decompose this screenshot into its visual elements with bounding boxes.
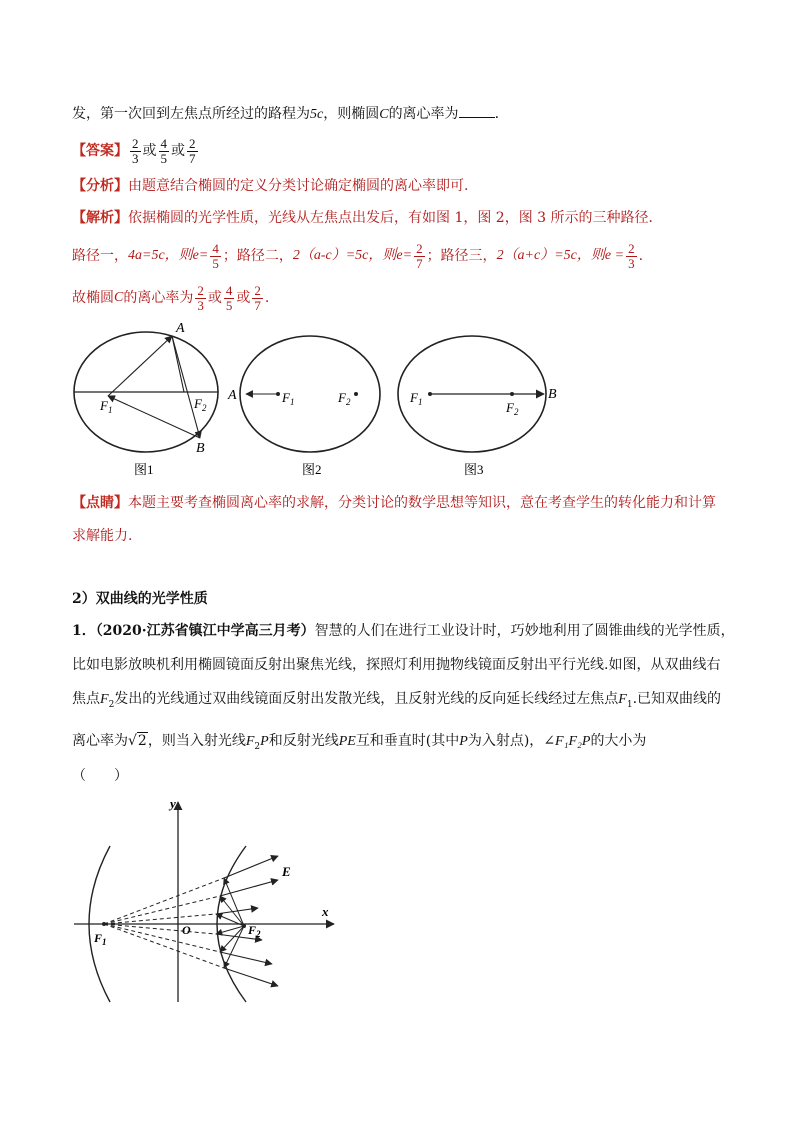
- label-f2: $F_2$: [248, 923, 261, 939]
- answer-blank: [459, 103, 495, 118]
- answer-line: 【答案】 $\frac{2}{3}$ 或 $\frac{4}{5}$ 或 $\frac{2}{7}$: [72, 135, 196, 166]
- figure-2: [227, 336, 380, 476]
- fig2-label-f1: $F_1$: [282, 390, 295, 407]
- fig2-caption: 图2: [302, 462, 322, 476]
- fig2-label-a: A: [228, 388, 237, 403]
- solution-line: 【解析】依据椭圆的光学性质，光线从左焦点出发后，有如图 1，图 2，图 3 所示的三种路径．: [72, 210, 663, 226]
- sqrt-2: √2: [128, 733, 147, 749]
- label-f1: $F_1$: [94, 931, 107, 947]
- solution-conclusion: 故椭圆 C 的离心率为 $\frac{2}{3}$ 或 $\frac{4}{5}$ 或 $\frac{2}{7}$ .: [72, 282, 270, 313]
- axis-y-label: y: [170, 796, 176, 811]
- solution-paths: 路径一， 4a=5c，则 e= $\frac{4}{5}$ ；路径二， 2（a-c）=5c，则 e= $\frac{2}{7}$ ；路径三， 2（a+c）=5c，则 e = $\frac{2}{3}$ .: [72, 240, 644, 271]
- axis-x-label: x: [322, 904, 329, 919]
- problem1-line1: 1．（2020·江苏省镇江中学高三月考）智慧的人们在进行工业设计时，巧妙地利用了圆锥曲线的光学性质，: [72, 623, 735, 639]
- fig2-label-f2: $F_2$: [338, 390, 351, 407]
- fig3-label-f1: $F_1$: [410, 390, 423, 407]
- fig1-label-b: B: [196, 441, 205, 456]
- hyperbola-figure: [72, 796, 342, 1008]
- question-tail: 发，第一次回到左焦点所经过的路程为5c，则椭圆C的离心率为 .: [72, 103, 499, 125]
- problem1-options: （ ）: [72, 768, 128, 784]
- fig1-caption: 图1: [134, 462, 154, 476]
- fig1-label-f1: $F_1$: [100, 398, 113, 415]
- fig1-label-f2: $F_2$: [194, 396, 207, 413]
- fig3-label-f2: $F_2$: [506, 400, 519, 417]
- comment-line-1: 【点睛】本题主要考查椭圆离心率的求解，分类讨论的数学思想等知识，意在考查学生的转化能力和计算: [72, 495, 716, 511]
- label-e: E: [282, 864, 291, 879]
- origin-label: O: [182, 923, 191, 937]
- figure-1: [74, 321, 218, 476]
- fig3-label-b: B: [548, 387, 557, 402]
- problem1-line4: 离心率为√2，则当入射光线$F_2P$和反射光线PE互和垂直时(其中P为入射点)，∠F₁F₂P的大小为: [72, 733, 647, 752]
- problem1-line3: 焦点$F_2$发出的光线通过双曲线镜面反射出发散光线，且反射光线的反向延长线经过左焦点$F_1$.已知双曲线的: [72, 691, 722, 710]
- fig1-label-a: A: [176, 321, 185, 336]
- fig3-caption: 图3: [464, 462, 484, 476]
- section-heading: 2）双曲线的光学性质: [72, 591, 208, 607]
- ellipse-figures: [60, 316, 580, 476]
- problem1-line2: 比如电影放映机利用椭圆镜面反射出聚焦光线，探照灯利用抛物线镜面反射出平行光线.如图，从双曲线右: [72, 657, 721, 673]
- comment-line-2: 求解能力.: [72, 528, 133, 544]
- analysis-line: 【分析】由题意结合椭圆的定义分类讨论确定椭圆的离心率即可.: [72, 178, 469, 194]
- figure-3: [398, 336, 557, 476]
